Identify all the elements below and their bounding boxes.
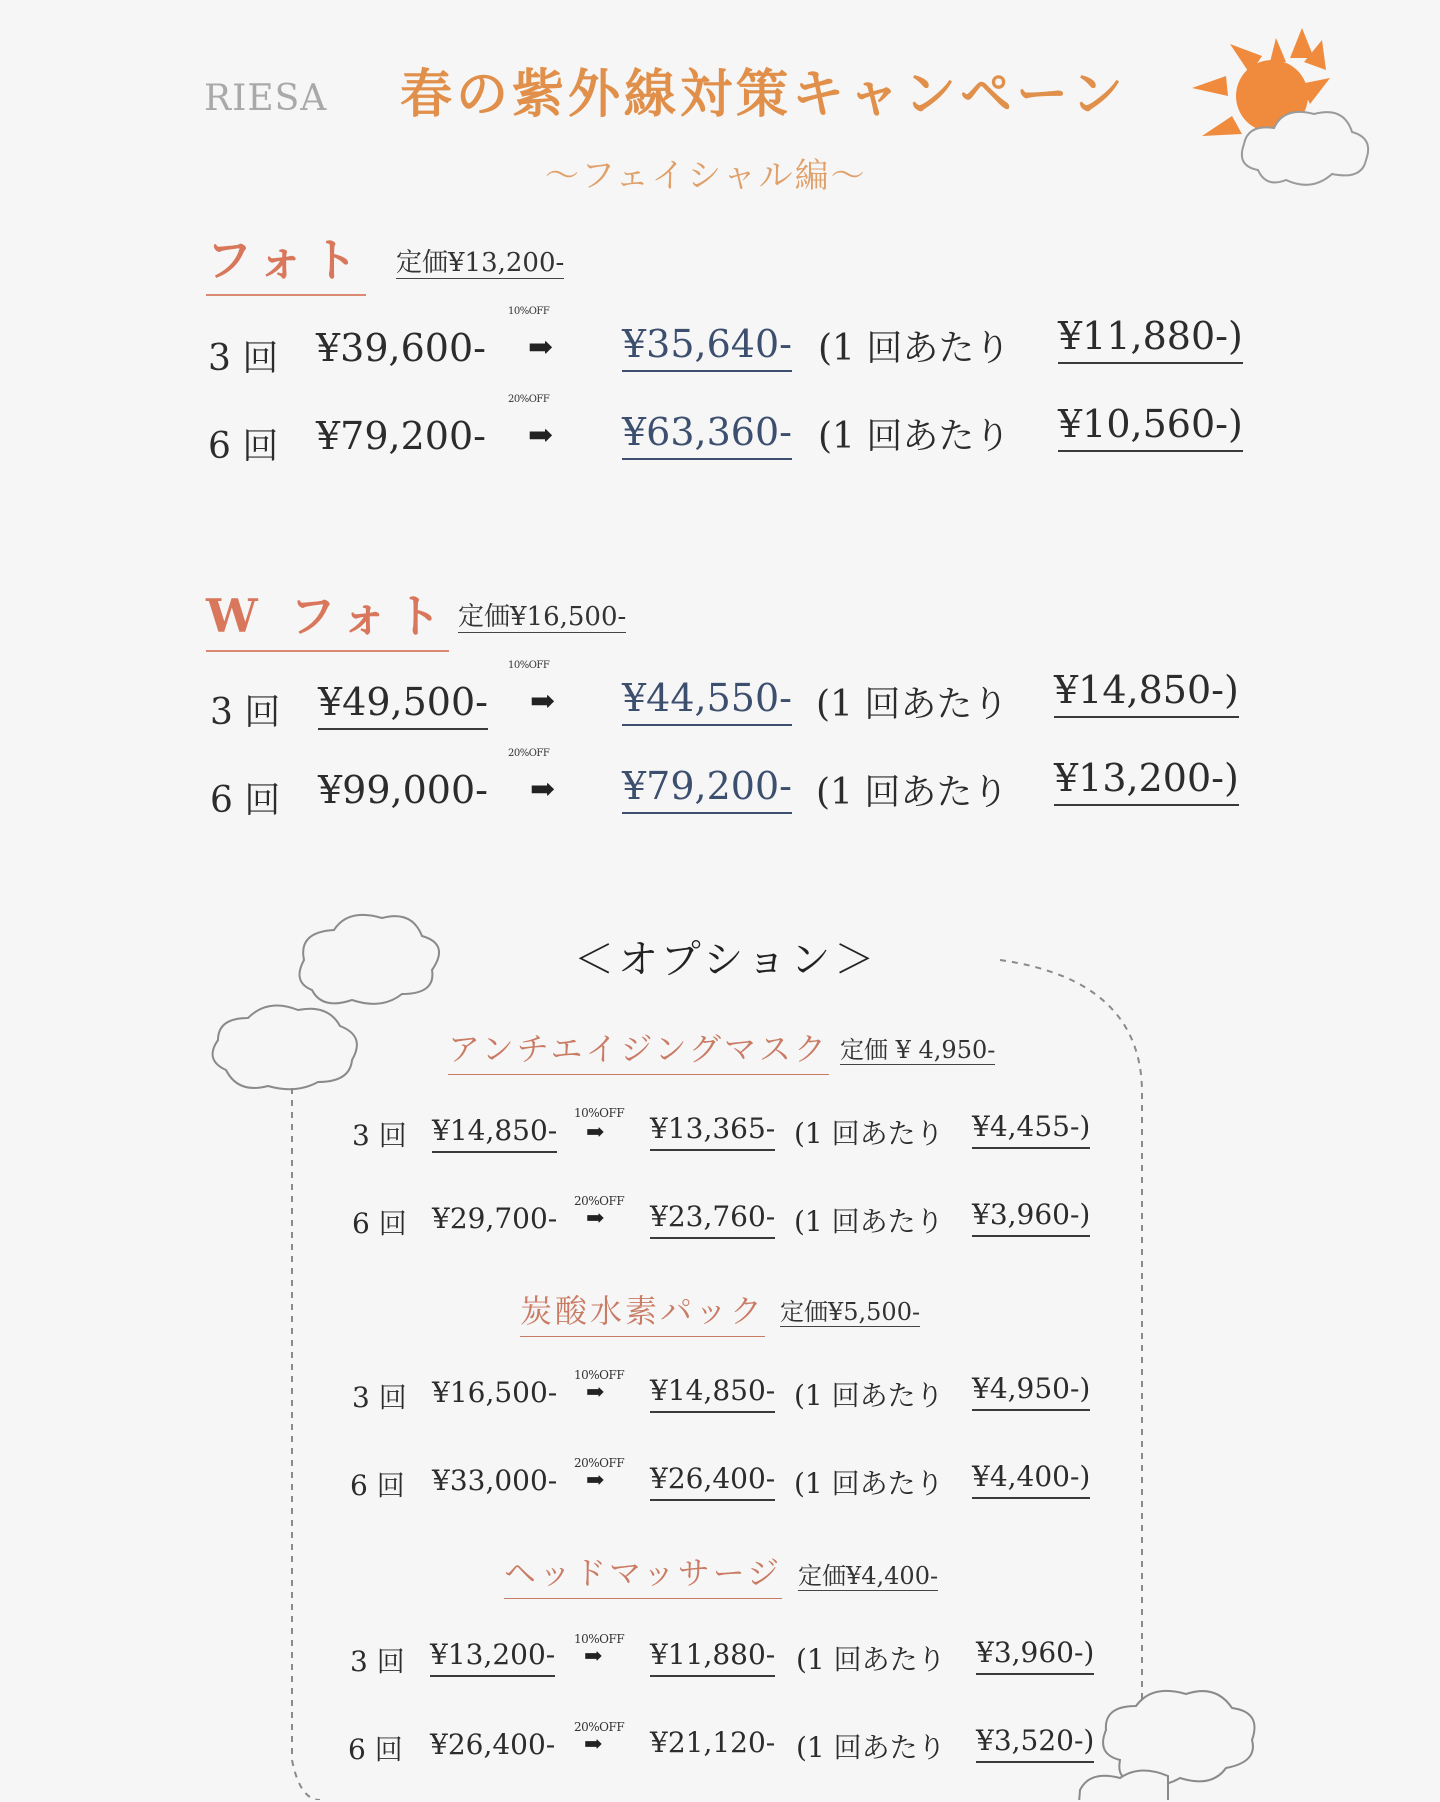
original-price: ¥13,200- <box>430 1638 555 1677</box>
per-session-label: (1 回あたり <box>794 1379 944 1412</box>
brand-logo: RIESA <box>204 78 328 119</box>
section-title-photo: フォト <box>206 224 366 296</box>
original-price: ¥29,700- <box>432 1202 558 1235</box>
right-arrow-icon: ➡ <box>586 1206 605 1231</box>
option-title-anti-aging-mask: アンチエイジングマスク <box>448 1024 829 1075</box>
count-label: 3 回 <box>352 1119 407 1152</box>
option-list-price: 定価¥4,400- <box>798 1562 939 1590</box>
discount-badge: 20%OFF <box>508 394 550 405</box>
right-arrow-icon: ➡ <box>584 1732 603 1757</box>
sale-price: ¥26,400- <box>650 1462 775 1501</box>
price-row <box>0 1108 1440 1188</box>
price-row <box>0 1370 1440 1450</box>
sale-price: ¥21,120- <box>650 1726 776 1759</box>
right-arrow-icon: ➡ <box>530 772 556 807</box>
discount-badge: 20%OFF <box>574 1720 625 1734</box>
original-price: ¥33,000- <box>432 1464 558 1497</box>
count-label: 6 回 <box>350 1469 405 1502</box>
per-session-label: (1 回あたり <box>816 772 1009 813</box>
count-label: 6 回 <box>352 1207 407 1240</box>
count-label: 6 回 <box>348 1733 403 1766</box>
right-arrow-icon: ➡ <box>584 1644 603 1669</box>
discount-badge: 10%OFF <box>574 1632 625 1646</box>
per-session-label: (1 回あたり <box>816 684 1009 725</box>
price-row <box>0 1196 1440 1276</box>
per-session-label: (1 回あたり <box>796 1643 946 1676</box>
option-title-carbonated-pack: 炭酸水素パック <box>520 1286 765 1337</box>
discount-badge: 10%OFF <box>574 1106 625 1120</box>
count-label: 3 回 <box>210 692 281 733</box>
list-price-photo: 定価¥13,200- <box>396 248 565 278</box>
list-price-w-photo: 定価¥16,500- <box>458 602 627 632</box>
original-price: ¥49,500- <box>318 680 488 730</box>
right-arrow-icon: ➡ <box>586 1380 605 1405</box>
per-session-label: (1 回あたり <box>796 1731 946 1764</box>
per-session-price: ¥14,850-) <box>1054 668 1239 718</box>
price-row <box>0 748 1440 834</box>
right-arrow-icon: ➡ <box>528 418 554 453</box>
per-session-label: (1 回あたり <box>818 416 1011 457</box>
per-session-label: (1 回あたり <box>794 1117 944 1150</box>
page-title: 春の紫外線対策キャンペーン <box>400 64 1127 125</box>
discount-badge: 20%OFF <box>508 748 550 759</box>
per-session-label: (1 回あたり <box>794 1467 944 1500</box>
sale-price: ¥79,200- <box>622 764 792 814</box>
count-label: 3 回 <box>352 1381 407 1414</box>
per-session-price: ¥3,960-) <box>976 1636 1094 1675</box>
count-label: 3 回 <box>208 338 279 379</box>
original-price: ¥99,000- <box>318 768 488 812</box>
discount-badge: 20%OFF <box>574 1194 625 1208</box>
right-arrow-icon: ➡ <box>586 1468 605 1493</box>
price-row <box>0 1722 1440 1802</box>
price-row <box>0 1634 1440 1714</box>
per-session-price: ¥10,560-) <box>1058 402 1243 452</box>
options-heading: ＜オプション＞ <box>574 937 879 983</box>
per-session-price: ¥13,200-) <box>1054 756 1239 806</box>
option-list-price: 定価 ¥ 4,950- <box>840 1036 996 1064</box>
per-session-label: (1 回あたり <box>794 1205 944 1238</box>
sale-price: ¥11,880- <box>650 1638 775 1677</box>
section-title-w-photo: W フォト <box>206 580 449 652</box>
price-row <box>0 660 1440 746</box>
sale-price: ¥23,760- <box>650 1200 775 1239</box>
sale-price: ¥14,850- <box>650 1374 775 1413</box>
sale-price: ¥44,550- <box>622 676 792 726</box>
per-session-price: ¥4,400-) <box>972 1460 1090 1499</box>
sale-price: ¥13,365- <box>650 1112 775 1151</box>
discount-badge: 20%OFF <box>574 1456 625 1470</box>
sale-price: ¥35,640- <box>622 322 792 372</box>
cloud-icon <box>213 915 439 1089</box>
per-session-price: ¥3,960-) <box>972 1198 1090 1237</box>
original-price: ¥26,400- <box>430 1728 556 1761</box>
option-list-price: 定価¥5,500- <box>780 1298 921 1326</box>
count-label: 6 回 <box>210 780 281 821</box>
per-session-label: (1 回あたり <box>818 328 1011 369</box>
original-price: ¥16,500- <box>432 1376 558 1409</box>
sale-price: ¥63,360- <box>622 410 792 460</box>
page-subtitle: 〜フェイシャル編〜 <box>545 156 867 196</box>
original-price: ¥79,200- <box>316 414 486 458</box>
per-session-price: ¥4,950-) <box>972 1372 1090 1411</box>
count-label: 6 回 <box>208 426 279 467</box>
price-row <box>0 1458 1440 1538</box>
right-arrow-icon: ➡ <box>530 684 556 719</box>
price-row <box>0 394 1440 478</box>
original-price: ¥14,850- <box>432 1114 557 1153</box>
right-arrow-icon: ➡ <box>528 330 554 365</box>
discount-badge: 10%OFF <box>508 660 550 671</box>
per-session-price: ¥3,520-) <box>976 1724 1094 1763</box>
right-arrow-icon: ➡ <box>586 1120 605 1145</box>
per-session-price: ¥11,880-) <box>1058 314 1243 364</box>
original-price: ¥39,600- <box>316 326 486 370</box>
option-title-head-massage: ヘッドマッサージ <box>504 1548 782 1599</box>
discount-badge: 10%OFF <box>574 1368 625 1382</box>
per-session-price: ¥4,455-) <box>972 1110 1090 1149</box>
discount-badge: 10%OFF <box>508 306 550 317</box>
count-label: 3 回 <box>350 1645 405 1678</box>
price-row <box>0 306 1440 390</box>
